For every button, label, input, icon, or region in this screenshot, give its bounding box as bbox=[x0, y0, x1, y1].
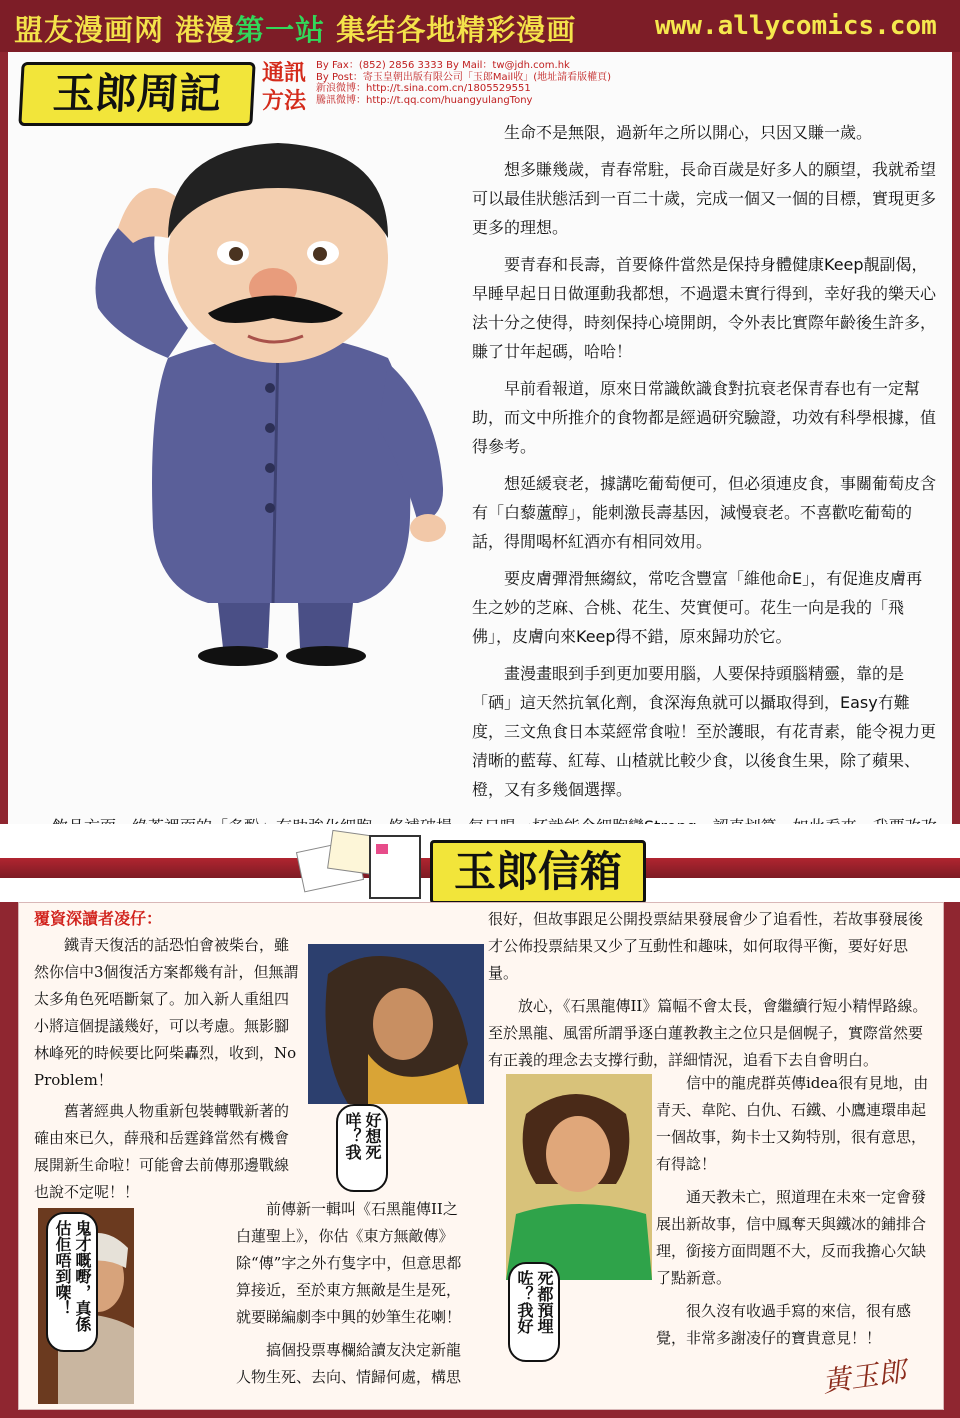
article-paragraph: 想延緩衰老，據講吃葡萄便可，但必須連皮食，事關葡萄皮含有「白藜蘆醇」，能刺激長壽基因，減慢衰老。不喜歡吃葡萄的話，得閒喝杯紅酒亦有相同效用。 bbox=[472, 474, 937, 551]
letter-paragraph: 很好，但故事跟足公開投票結果發展會少了追看性，若故事發展後才公佈投票結果又少了互動性和趣味，如何取得平衡，要好好思量。 bbox=[488, 910, 924, 982]
article-paragraph: 想多賺幾歲，青春常駐，長命百歲是好多人的願望，我就希望可以最佳狀態活到一百二十歲，完成一個又一個的目標，實現更多更多的理想。 bbox=[472, 160, 937, 237]
letter-paragraph: 搞個投票專欄給讀友決定新龍人物生死、去向、情歸何處，構思 bbox=[236, 1341, 462, 1386]
mailbox-right-column-b bbox=[656, 1070, 936, 1358]
mailbox-left-column-b bbox=[34, 1098, 300, 1212]
column-title-box bbox=[18, 62, 255, 126]
article-paragraph: 要皮膚彈滑無縐紋，常吃含豐富「維他命E」，有促進皮膚再生之妙的芝麻、合桃、花生、芡實便可。花生一向是我的「飛佛」，皮膚向來Keep得不錯，原來歸功於它。 bbox=[472, 569, 923, 646]
letter-paragraph: 放心，《石黑龍傳II》篇幅不會太長，會繼續行短小精悍路線。至於黑龍、風雷所謂爭逐白蓮教教主之位只是個幌子，實際當然要有正義的理念去支撐行動，詳細情況，追看下去自會明白。 bbox=[488, 997, 928, 1069]
speech-bubble-3: 死都預埋咗？我好 bbox=[508, 1262, 560, 1362]
banner-slogan-part3: 集结各地精彩漫画 bbox=[325, 13, 577, 47]
banner-slogan bbox=[14, 8, 576, 49]
letter-paragraph: 鐵青天復活的話恐怕會被柴台，雖然你信中3個復活方案都幾有計，但無謂太多角色死唔斷氣了。加入新人重組四小將這個提議幾好，可以考慮。無影腳林峰死的時候要比阿柴轟烈，收到，No Problem！ bbox=[34, 936, 299, 1089]
letter-paragraph: 前傳新一輯叫《石黑龍傳II之白蓮聖上》，你估《東方無敵傳》除“傳”字之外冇隻字中，但意思都算接近，至於東方無敵是生是死，就要睇編劇李中興的妙筆生花喇！ bbox=[236, 1200, 462, 1326]
letter-paragraph: 信中的龍虎群英傳idea很有見地，由青天、韋陀、白仇、石鐵、小鷹連環串起一個故事，夠卡士又夠特別，很有意思，有得諗！ bbox=[656, 1074, 929, 1173]
mailbox-right-column-a bbox=[488, 906, 934, 1080]
article-paragraph: 畫漫畫眼到手到更加要用腦，人要保持頭腦精靈，靠的是「硒」這天然抗氧化劑，食深海魚就可以攝取得到，Easy冇難度，三文魚食日本菜經常食啦！至於護眼，有花青素，能令視力更清晰的藍莓、紅莓、山楂就比較少食，以後食生果，除了蘋果、橙，又有多幾個選擇。 bbox=[472, 664, 937, 799]
young-hero-illustration bbox=[506, 1074, 652, 1280]
banner-slogan-part2: 第一站 bbox=[235, 13, 326, 47]
warrior-illustration bbox=[308, 944, 484, 1104]
contact-line-sina[interactable]: 新浪微博：http://t.sina.com.cn/1805529551 bbox=[316, 83, 531, 94]
site-banner bbox=[0, 0, 960, 52]
envelopes-icon bbox=[290, 826, 430, 902]
author-signature: 黃玉郎 bbox=[820, 1354, 909, 1399]
letter-paragraph: 通天教未亡，照道理在未來一定會發展出新故事，信中鳳奪天與鐵冰的鋪排合理，銜接方面問題不大，反而我擔心欠缺了點新意。 bbox=[656, 1188, 927, 1287]
article-paragraph: 生命不是無限，過新年之所以開心，只因又賺一歲。 bbox=[504, 123, 873, 142]
speech-bubble-1: 好想死咩？我 bbox=[336, 1104, 388, 1192]
reply-to-heading: 覆資深讀者凌仔： bbox=[34, 909, 163, 928]
speech-bubble-2: 鬼才嘅嘢，真係估佢唔到㗎！ bbox=[46, 1212, 98, 1352]
contact-line-qq[interactable]: 騰訊微博：http://t.qq.com/huangyulangTony bbox=[316, 94, 533, 106]
mailbox-title-box bbox=[430, 840, 646, 904]
contact-line-post: By Post：寄玉皇朝出版有限公司「玉郎Mail收」(地址請看版權頁) bbox=[316, 71, 611, 83]
article-paragraph: 要青春和長壽，首要條件當然是保持身體健康Keep靚副偈，早睡早起日日做運動我都想，不過還未實行得到，幸好我的樂天心法十分之使得，時刻保持心境開朗，令外表比實際年齡後生許多，賺了廿年起碼，哈哈！ bbox=[472, 255, 937, 361]
contact-line-fax-mail: By Fax：(852) 2856 3333 By Mail：tw@jdh.com.hk bbox=[316, 60, 570, 71]
mailbox-left-column-a bbox=[34, 932, 300, 1100]
contact-label: 通訊方法 bbox=[262, 61, 307, 114]
mailbox-left-column-c bbox=[236, 1196, 472, 1397]
letter-paragraph: 很久沒有收過手寫的來信，很有感覺，非常多謝凌仔的寶貴意見！！ bbox=[656, 1302, 912, 1347]
letter-paragraph: 舊著經典人物重新包裝轉戰新著的確由來已久，薛飛和岳霆鋒當然有機會展開新生命啦！可能會去前傳那邊戰線也說不定呢！！ bbox=[34, 1102, 290, 1201]
contact-lines bbox=[316, 60, 656, 106]
column-title: 玉郎周記 bbox=[51, 69, 223, 118]
banner-url[interactable]: www.allycomics.com bbox=[655, 11, 937, 41]
banner-slogan-part1: 盟友漫画网 港漫 bbox=[14, 13, 236, 47]
article-paragraph: 早前看報道，原來日常識飲識食對抗衰老保青春也有一定幫助，而文中所推介的食物都是經過研究驗證，功效有科學根據，值得參考。 bbox=[472, 379, 937, 456]
column-article bbox=[20, 118, 938, 915]
mailbox-title: 玉郎信箱 bbox=[453, 847, 622, 896]
